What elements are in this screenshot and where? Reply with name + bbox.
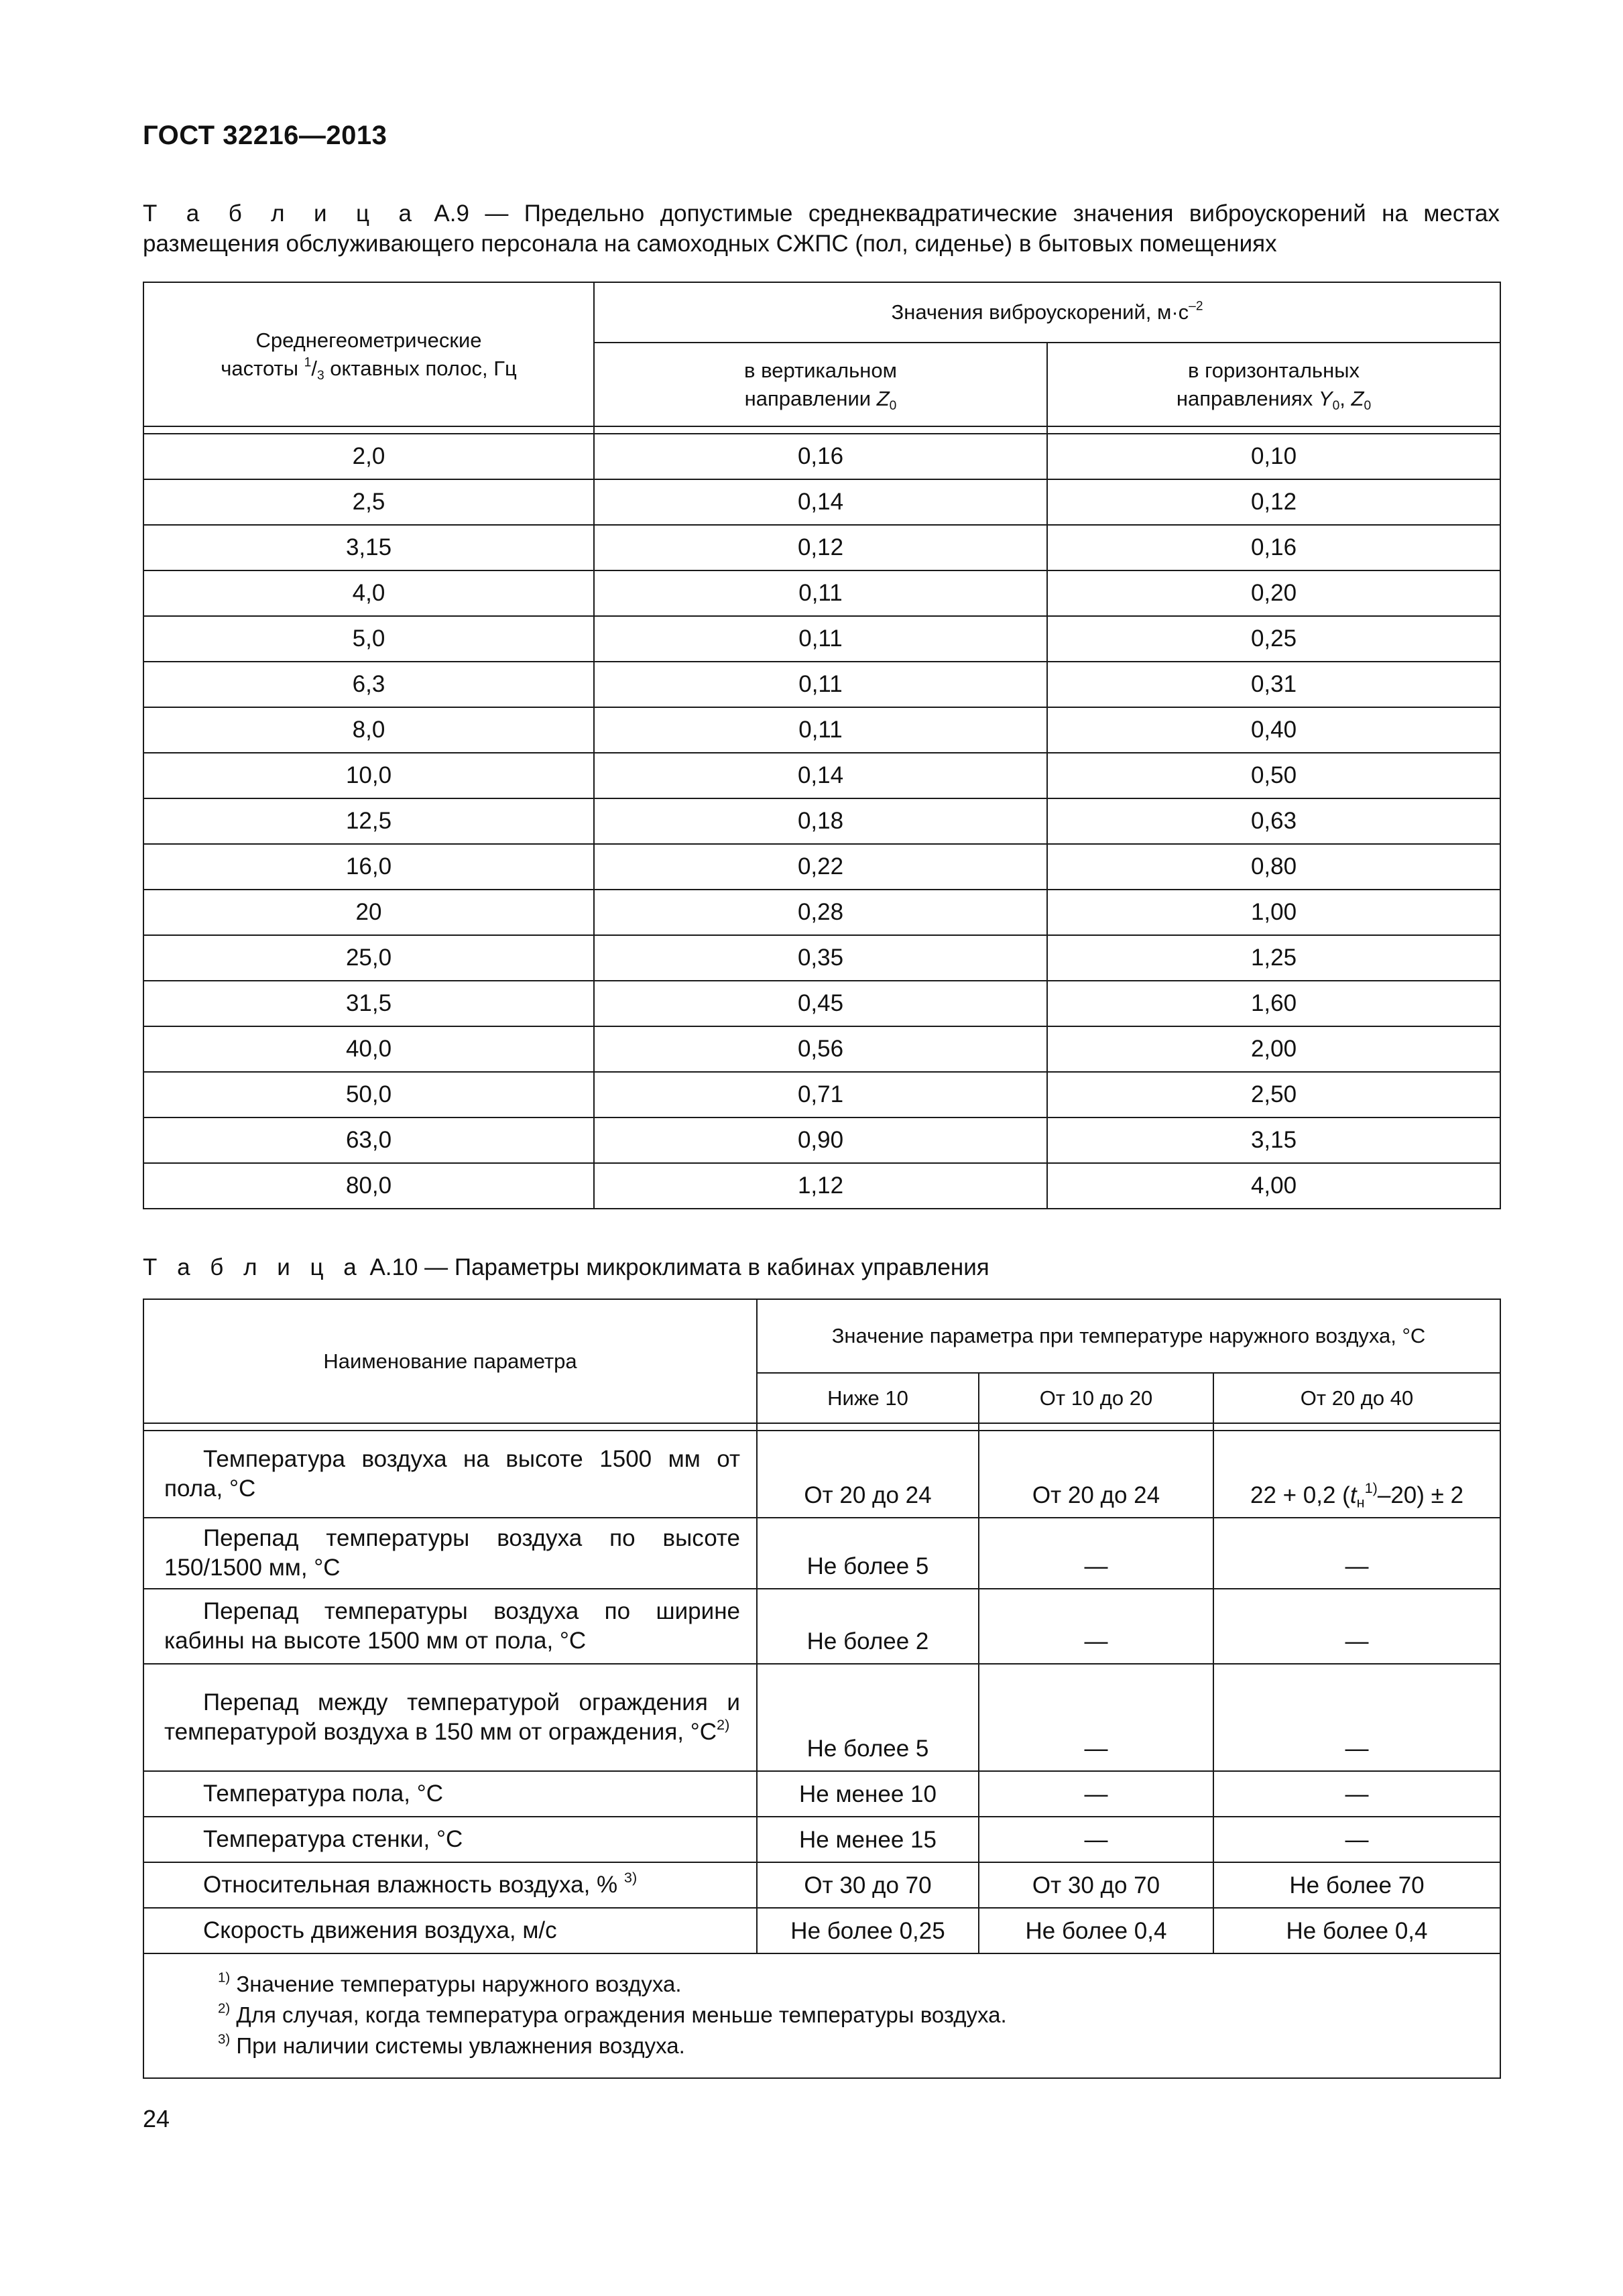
table-row bbox=[143, 935, 1500, 981]
cell-vertical: 0,18 bbox=[594, 798, 1047, 844]
table-row bbox=[143, 798, 1500, 844]
table-row bbox=[143, 890, 1500, 935]
cell-vertical: 0,56 bbox=[594, 1026, 1047, 1072]
cell-20-40: — bbox=[1213, 1664, 1500, 1771]
col-frequency-line1: Среднегеометрические bbox=[255, 328, 482, 352]
parameter-name: Перепад температуры воздуха по ширине кабины на высоте 1500 мм от пола, °С bbox=[164, 1598, 740, 1654]
table-a9-caption-text: А.9 — Предельно допустимые среднеквадратические значения виброускорений на местах размещения обслуживающего персонала на самоходных СЖПС (пол, сиденье) в бытовых помещениях bbox=[143, 200, 1500, 257]
cell-10-20: — bbox=[979, 1771, 1213, 1817]
cell-horizontal: 0,31 bbox=[1047, 662, 1500, 707]
col-horizontal-var2: Z bbox=[1351, 386, 1364, 410]
footnote-text: При наличии системы увлажнения воздуха. bbox=[230, 2033, 685, 2058]
parameter-name: Температура стенки, °С bbox=[203, 1826, 463, 1852]
table-row bbox=[143, 1664, 1500, 1771]
cell-parameter bbox=[143, 1771, 757, 1817]
footnote-text: Значение температуры наружного воздуха. bbox=[230, 1972, 682, 1996]
cell-vertical: 0,22 bbox=[594, 844, 1047, 890]
cell-horizontal: 0,10 bbox=[1047, 434, 1500, 479]
cell-parameter bbox=[143, 1862, 757, 1908]
table-row bbox=[143, 570, 1500, 616]
formula-footnote-mark: 1) bbox=[1364, 1479, 1378, 1496]
table-row bbox=[143, 434, 1500, 479]
cell-frequency: 20 bbox=[143, 890, 594, 935]
col-frequency-frac-num: 1 bbox=[304, 355, 312, 370]
page-number: 24 bbox=[143, 2105, 170, 2132]
footnote-mark: 1) bbox=[218, 1970, 231, 1986]
cell-frequency: 3,15 bbox=[143, 525, 594, 570]
table-a10-col-20-40: От 20 до 40 bbox=[1213, 1373, 1500, 1423]
parameter-name: Относительная влажность воздуха, % bbox=[203, 1872, 624, 1898]
cell-below10: Не менее 15 bbox=[757, 1817, 979, 1862]
table-row bbox=[143, 1771, 1500, 1817]
cell-vertical: 0,11 bbox=[594, 570, 1047, 616]
table-a10-col-param: Наименование параметра bbox=[143, 1299, 757, 1423]
cell-horizontal: 4,00 bbox=[1047, 1163, 1500, 1209]
cell-frequency: 2,0 bbox=[143, 434, 594, 479]
cell-frequency: 2,5 bbox=[143, 479, 594, 525]
cell-vertical: 0,11 bbox=[594, 616, 1047, 662]
cell-horizontal: 0,50 bbox=[1047, 753, 1500, 798]
cell-vertical: 0,14 bbox=[594, 479, 1047, 525]
col-frequency-line2-post: октавных полос, Гц bbox=[324, 356, 517, 380]
table-a10-caption-text: А.10 — Параметры микроклимата в кабинах управления bbox=[363, 1254, 989, 1280]
cell-20-40: — bbox=[1213, 1771, 1500, 1817]
table-a9-caption bbox=[143, 198, 1500, 259]
cell-horizontal: 0,40 bbox=[1047, 707, 1500, 753]
table-a10-caption bbox=[143, 1252, 1500, 1282]
parameter-footnote-mark: 2) bbox=[717, 1715, 730, 1733]
cell-horizontal: 0,25 bbox=[1047, 616, 1500, 662]
formula-sub: н bbox=[1356, 1494, 1365, 1511]
cell-vertical: 0,90 bbox=[594, 1117, 1047, 1163]
col-vertical-line2: направлении bbox=[744, 386, 877, 410]
table-a9-col-frequency: Среднегеометрические частоты $^1/_3$ октавных полос, Гц bbox=[143, 282, 594, 426]
table-a10-col-below10: Ниже 10 bbox=[757, 1373, 979, 1423]
cell-frequency: 10,0 bbox=[143, 753, 594, 798]
parameter-name: Перепад между температурой ограждения и температурой воздуха в 150 мм от ограждения, °С bbox=[164, 1689, 740, 1745]
table-row bbox=[143, 1163, 1500, 1209]
cell-horizontal: 0,80 bbox=[1047, 844, 1500, 890]
cell-parameter bbox=[143, 1908, 757, 1953]
table-row bbox=[143, 981, 1500, 1026]
formula-post: –20) ± 2 bbox=[1377, 1482, 1464, 1508]
cell-parameter bbox=[143, 1664, 757, 1771]
cell-frequency: 16,0 bbox=[143, 844, 594, 890]
cell-horizontal: 0,20 bbox=[1047, 570, 1500, 616]
cell-vertical: 0,14 bbox=[594, 753, 1047, 798]
table-a9 bbox=[143, 282, 1501, 1209]
cell-below10: Не более 0,25 bbox=[757, 1908, 979, 1953]
parameter-name: Перепад температуры воздуха по высоте 150/1500 мм, °С bbox=[164, 1525, 740, 1581]
cell-10-20: — bbox=[979, 1817, 1213, 1862]
col-frequency-frac-den: 3 bbox=[316, 368, 324, 383]
cell-frequency: 4,0 bbox=[143, 570, 594, 616]
table-a10-col-10-20: От 10 до 20 bbox=[979, 1373, 1213, 1423]
cell-10-20: От 20 до 24 bbox=[979, 1431, 1213, 1518]
table-row bbox=[143, 707, 1500, 753]
table-a10-notes-row bbox=[143, 1953, 1500, 2078]
table-a9-body bbox=[143, 434, 1500, 1209]
cell-horizontal: 1,00 bbox=[1047, 890, 1500, 935]
table-row bbox=[143, 1026, 1500, 1072]
cell-10-20: — bbox=[979, 1518, 1213, 1589]
cell-20-40: — bbox=[1213, 1817, 1500, 1862]
cell-horizontal: 2,50 bbox=[1047, 1072, 1500, 1117]
table-row bbox=[143, 1908, 1500, 1953]
cell-vertical: 1,12 bbox=[594, 1163, 1047, 1209]
table-row bbox=[143, 844, 1500, 890]
footnote-mark: 3) bbox=[218, 2031, 231, 2047]
cell-vertical: 0,11 bbox=[594, 707, 1047, 753]
parameter-footnote-mark: 3) bbox=[623, 1868, 638, 1886]
cell-10-20: От 30 до 70 bbox=[979, 1862, 1213, 1908]
table-a10-header-divider bbox=[143, 1423, 1500, 1431]
cell-20-40: — bbox=[1213, 1589, 1500, 1664]
cell-vertical: 0,35 bbox=[594, 935, 1047, 981]
cell-parameter bbox=[143, 1589, 757, 1664]
cell-horizontal: 1,25 bbox=[1047, 935, 1500, 981]
table-a10-header-row bbox=[143, 1299, 1500, 1373]
col-horizontal-sub2: 0 bbox=[1364, 398, 1372, 413]
table-row bbox=[143, 1817, 1500, 1862]
table-a9-col-horizontal bbox=[1047, 343, 1500, 426]
cell-frequency: 25,0 bbox=[143, 935, 594, 981]
cell-parameter bbox=[143, 1518, 757, 1589]
cell-vertical: 0,12 bbox=[594, 525, 1047, 570]
cell-20-40: — bbox=[1213, 1518, 1500, 1589]
cell-vertical: 0,28 bbox=[594, 890, 1047, 935]
cell-below10: Не более 5 bbox=[757, 1664, 979, 1771]
table-row bbox=[143, 1589, 1500, 1664]
parameter-name: Скорость движения воздуха, м/с bbox=[203, 1917, 557, 1943]
table-row bbox=[143, 662, 1500, 707]
col-vertical-line1: в вертикальном bbox=[744, 358, 897, 382]
cell-frequency: 5,0 bbox=[143, 616, 594, 662]
cell-10-20: Не более 0,4 bbox=[979, 1908, 1213, 1953]
cell-horizontal: 0,16 bbox=[1047, 525, 1500, 570]
col-horizontal-sep: , bbox=[1339, 386, 1351, 410]
cell-frequency: 12,5 bbox=[143, 798, 594, 844]
document-header: ГОСТ 32216—2013 bbox=[143, 121, 387, 150]
col-horizontal-line1: в горизонтальных bbox=[1188, 358, 1360, 382]
cell-frequency: 31,5 bbox=[143, 981, 594, 1026]
cell-frequency: 40,0 bbox=[143, 1026, 594, 1072]
cell-below10: Не более 5 bbox=[757, 1518, 979, 1589]
cell-frequency: 80,0 bbox=[143, 1163, 594, 1209]
table-a9-col-group bbox=[594, 282, 1500, 343]
cell-horizontal: 2,00 bbox=[1047, 1026, 1500, 1072]
cell-frequency: 8,0 bbox=[143, 707, 594, 753]
table-row bbox=[143, 1518, 1500, 1589]
col-horizontal-sub1: 0 bbox=[1332, 398, 1340, 413]
cell-parameter bbox=[143, 1431, 757, 1518]
col-group-label: Значения виброускорений, м·с bbox=[891, 300, 1189, 324]
col-group-exponent: –2 bbox=[1189, 299, 1203, 314]
cell-vertical: 0,16 bbox=[594, 434, 1047, 479]
col-horizontal-var1: Y bbox=[1318, 386, 1333, 410]
formula-pre: 22 + 0,2 ( bbox=[1250, 1482, 1350, 1508]
cell-horizontal: 3,15 bbox=[1047, 1117, 1500, 1163]
cell-horizontal: 1,60 bbox=[1047, 981, 1500, 1026]
cell-20-40 bbox=[1213, 1431, 1500, 1518]
table-row bbox=[143, 479, 1500, 525]
footnote-mark: 2) bbox=[218, 2000, 231, 2016]
footnote-text: Для случая, когда температура ограждения меньше температуры воздуха. bbox=[230, 2002, 1007, 2027]
cell-horizontal: 0,12 bbox=[1047, 479, 1500, 525]
cell-parameter bbox=[143, 1817, 757, 1862]
parameter-name: Температура воздуха на высоте 1500 мм от пола, °С bbox=[164, 1446, 740, 1502]
col-horizontal-line2: направлениях bbox=[1176, 386, 1319, 410]
table-row bbox=[143, 525, 1500, 570]
cell-vertical: 0,71 bbox=[594, 1072, 1047, 1117]
cell-frequency: 63,0 bbox=[143, 1117, 594, 1163]
cell-20-40: Не более 0,4 bbox=[1213, 1908, 1500, 1953]
table-a9-col-vertical bbox=[594, 343, 1047, 426]
footnote bbox=[218, 2031, 1484, 2061]
cell-vertical: 0,11 bbox=[594, 662, 1047, 707]
table-row bbox=[143, 1431, 1500, 1518]
parameter-name: Температура пола, °С bbox=[203, 1780, 443, 1807]
table-row bbox=[143, 1072, 1500, 1117]
cell-vertical: 0,45 bbox=[594, 981, 1047, 1026]
col-vertical-sub: 0 bbox=[889, 398, 897, 413]
cell-below10: Не более 2 bbox=[757, 1589, 979, 1664]
formula-var: t bbox=[1349, 1482, 1357, 1508]
cell-frequency: 50,0 bbox=[143, 1072, 594, 1117]
table-a10-body bbox=[143, 1431, 1500, 1953]
cell-below10: От 30 до 70 bbox=[757, 1862, 979, 1908]
footnote bbox=[218, 2000, 1484, 2031]
table-row bbox=[143, 753, 1500, 798]
cell-below10: Не менее 10 bbox=[757, 1771, 979, 1817]
cell-horizontal: 0,63 bbox=[1047, 798, 1500, 844]
col-frequency-line2-pre: частоты bbox=[221, 356, 304, 380]
table-row bbox=[143, 1117, 1500, 1163]
table-a10-notes bbox=[143, 1953, 1500, 2078]
table-a9-header-divider bbox=[143, 426, 1500, 434]
footnote bbox=[218, 1969, 1484, 2000]
table-a10 bbox=[143, 1298, 1501, 2079]
table-a9-caption-lead: Т а б л и ц а bbox=[143, 200, 418, 227]
cell-10-20: — bbox=[979, 1589, 1213, 1664]
cell-10-20: — bbox=[979, 1664, 1213, 1771]
table-a10-col-group: Значение параметра при температуре наружного воздуха, °С bbox=[757, 1299, 1500, 1373]
table-row bbox=[143, 616, 1500, 662]
table-a9-header-row bbox=[143, 282, 1500, 343]
cell-below10: От 20 до 24 bbox=[757, 1431, 979, 1518]
col-vertical-var: Z bbox=[876, 386, 890, 410]
cell-frequency: 6,3 bbox=[143, 662, 594, 707]
table-row bbox=[143, 1862, 1500, 1908]
cell-20-40: Не более 70 bbox=[1213, 1862, 1500, 1908]
table-a10-caption-lead: Т а б л и ц а bbox=[143, 1254, 363, 1280]
